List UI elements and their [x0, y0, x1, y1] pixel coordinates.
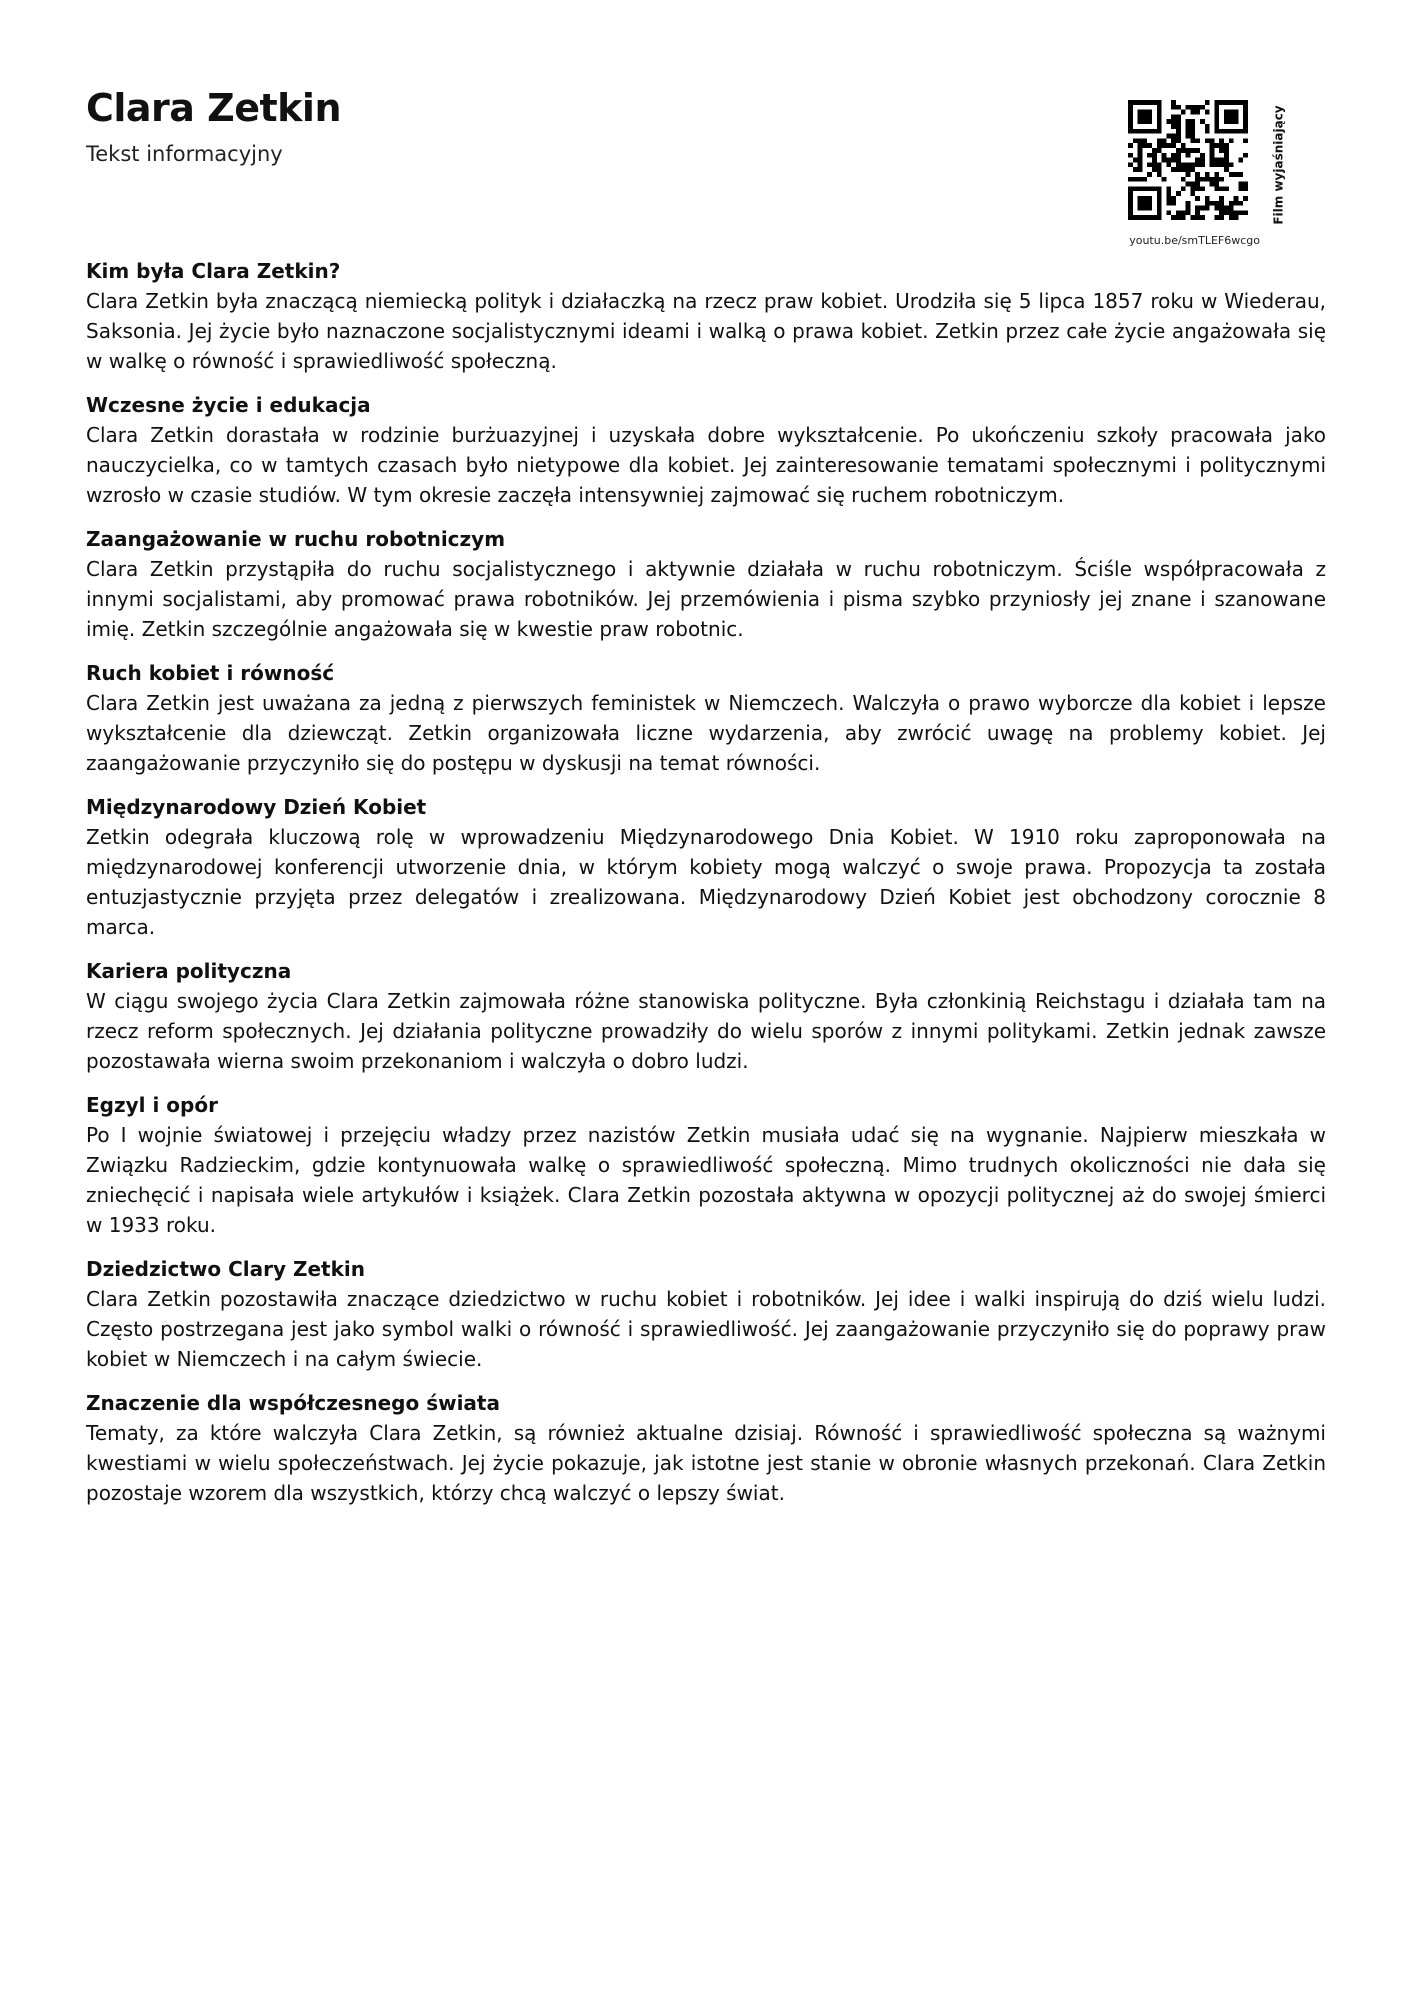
section-heading: Ruch kobiet i równość — [86, 661, 335, 685]
section-body: Tematy, za które walczyła Clara Zetkin, są również aktualne dzisiaj. Równość i sprawiedliwość społeczna są ważnymi kwestiami w wielu społeczeństwach. Jej życie pokazuje, jak istotne jest stanie w obronie własnych przekonań. Clara Zetkin pozostaje wzorem dla wszystkich, którzy chcą walczyć o lepszy świat. — [86, 1421, 1326, 1505]
section-body: Po I wojnie światowej i przejęciu władzy przez nazistów Zetkin musiała udać się na wygnanie. Najpierw mieszkała w Związku Radzieckim, gdzie kontynuowała walkę o sprawiedliwość społeczną. Mimo trudnych okoliczności nie dała się zniechęcić i napisała wiele artykułów i książek. Clara Zetkin pozostała aktywna w opozycji politycznej aż do swojej śmierci w 1933 roku. — [86, 1123, 1326, 1237]
section-heading: Dziedzictwo Clary Zetkin — [86, 1257, 365, 1281]
page-title: Clara Zetkin — [86, 86, 342, 130]
section-body: W ciągu swojego życia Clara Zetkin zajmowała różne stanowiska polityczne. Była członkinią Reichstagu i działała tam na rzecz reform społecznych. Jej działania polityczne prowadziły do wielu sporów z innymi politykami. Zetkin jednak zawsze pozostawała wierna swoim przekonaniom i walczyła o dobro ludzi. — [86, 989, 1326, 1073]
qr-url-text[interactable]: youtu.be/smTLEF6wcgo — [1129, 234, 1260, 247]
page-subtitle: Tekst informacyjny — [86, 142, 283, 166]
section — [86, 658, 1326, 778]
section — [86, 956, 1326, 1076]
section-body: Clara Zetkin była znaczącą niemiecką polityk i działaczką na rzecz praw kobiet. Urodziła się 5 lipca 1857 roku w Wiederau, Saksonia. Jej życie było naznaczone socjalistycznymi ideami i walką o prawa kobiet. Zetkin przez całe życie angażowała się w walkę o równość i sprawiedliwość społeczną. — [86, 289, 1326, 373]
section-heading: Znaczenie dla współczesnego świata — [86, 1391, 500, 1415]
section-heading: Egzyl i opór — [86, 1093, 218, 1117]
document-body — [86, 256, 1326, 1522]
section — [86, 792, 1326, 942]
section-heading: Wczesne życie i edukacja — [86, 393, 371, 417]
section-heading: Kariera polityczna — [86, 959, 292, 983]
section-body: Zetkin odegrała kluczową rolę w wprowadzeniu Międzynarodowego Dnia Kobiet. W 1910 roku zaproponowała na międzynarodowej konferencji utworzenie dnia, w którym kobiety mogą walczyć o swoje prawa. Propozycja ta została entuzjastycznie przyjęta przez delegatów i zrealizowana. Międzynarodowy Dzień Kobiet jest obchodzony corocznie 8 marca. — [86, 825, 1326, 939]
section-heading: Zaangażowanie w ruchu robotniczym — [86, 527, 506, 551]
qr-side-label: Film wyjaśniający — [1272, 105, 1286, 225]
section-heading: Kim była Clara Zetkin? — [86, 259, 341, 283]
section — [86, 1090, 1326, 1240]
section — [86, 1254, 1326, 1374]
section — [86, 1388, 1326, 1508]
section-body: Clara Zetkin dorastała w rodzinie burżuazyjnej i uzyskała dobre wykształcenie. Po ukończeniu szkoły pracowała jako nauczycielka, co w tamtych czasach było nietypowe dla kobiet. Jej zainteresowanie tematami społecznymi i politycznymi wzrosło w czasie studiów. W tym okresie zaczęła intensywniej zajmować się ruchem robotniczym. — [86, 423, 1326, 507]
section — [86, 390, 1326, 510]
section — [86, 524, 1326, 644]
section-body: Clara Zetkin jest uważana za jedną z pierwszych feministek w Niemczech. Walczyła o prawo wyborcze dla kobiet i lepsze wykształcenie dla dziewcząt. Zetkin organizowała liczne wydarzenia, aby zwrócić uwagę na problemy kobiet. Jej zaangażowanie przyczyniło się do postępu w dyskusji na temat równości. — [86, 691, 1326, 775]
section-heading: Międzynarodowy Dzień Kobiet — [86, 795, 427, 819]
qr-code-icon[interactable] — [1128, 100, 1248, 220]
section-body: Clara Zetkin przystąpiła do ruchu socjalistycznego i aktywnie działała w ruchu robotniczym. Ściśle współpracowała z innymi socjalistami, aby promować prawa robotników. Jej przemówienia i pisma szybko przyniosły jej znane i szanowane imię. Zetkin szczególnie angażowała się w kwestie praw robotnic. — [86, 557, 1326, 641]
section — [86, 256, 1326, 376]
section-body: Clara Zetkin pozostawiła znaczące dziedzictwo w ruchu kobiet i robotników. Jej idee i walki inspirują do dziś wielu ludzi. Często postrzegana jest jako symbol walki o równość i sprawiedliwość. Jej zaangażowanie przyczyniło się do poprawy praw kobiet w Niemczech i na całym świecie. — [86, 1287, 1326, 1371]
